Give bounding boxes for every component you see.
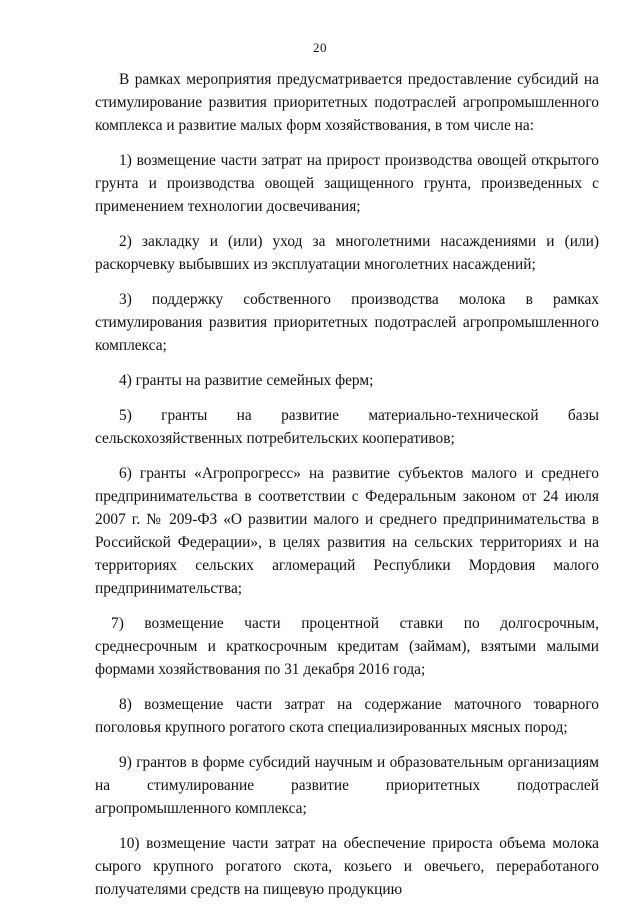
- list-item: 1) возмещение части затрат на прирост производства овощей открытого грунта и производства овощей защищенного грунта, произведенных с применением технологии досвечивания;: [95, 152, 599, 215]
- list-item: 3) поддержку собственного производства молока в рамках стимулирования развития приоритетных подотраслей агропромышленного комплекса;: [95, 291, 599, 354]
- list-item: 9) грантов в форме субсидий научным и образовательным организациям на стимулирование развитие приоритетных подотраслей агропромышленного комплекса;: [95, 754, 599, 817]
- list-item: 4) гранты на развитие семейных ферм;: [119, 372, 374, 389]
- document-body: [95, 68, 599, 913]
- list-item: 10) возмещение части затрат на обеспечение прироста объема молока сырого крупного рогатого скота, козьего и овечьего, переработаного получателями средств на пищевую продукцию: [95, 835, 599, 898]
- list-item: 6) гранты «Агропрогресс» на развитие субъектов малого и среднего предпринимательства в соответствии с Федеральным законом от 24 июля 2007 г. № 209-ФЗ «О развитии малого и среднего предпринимательства в Российской Федерации», в целях развития на сельских территориях и на территориях сельских агломераций Республики Мордовия малого предпринимательства;: [95, 465, 599, 597]
- list-item: 8) возмещение части затрат на содержание маточного товарного поголовья крупного рогатого скота специализированных мясных пород;: [95, 696, 599, 736]
- list-item: 5) гранты на развитие материально-технической базы сельскохозяйственных потребительских кооперативов;: [95, 407, 599, 447]
- intro-paragraph: В рамках мероприятия предусматривается предоставление субсидий на стимулирование развития приоритетных подотраслей агропромышленного комплекса и развитие малых форм хозяйствования, в том числе на:: [95, 71, 599, 134]
- list-item: 2) закладку и (или) уход за многолетними насаждениями и (или) раскорчевку выбывших из эксплуатации многолетних насаждений;: [95, 233, 599, 273]
- list-item: 7) возмещение части процентной ставки по долгосрочным, среднесрочным и краткосрочным кредитам (займам), взятыми малыми формами хозяйствования по 31 декабря 2016 года;: [95, 615, 599, 678]
- page-number: 20: [313, 40, 327, 55]
